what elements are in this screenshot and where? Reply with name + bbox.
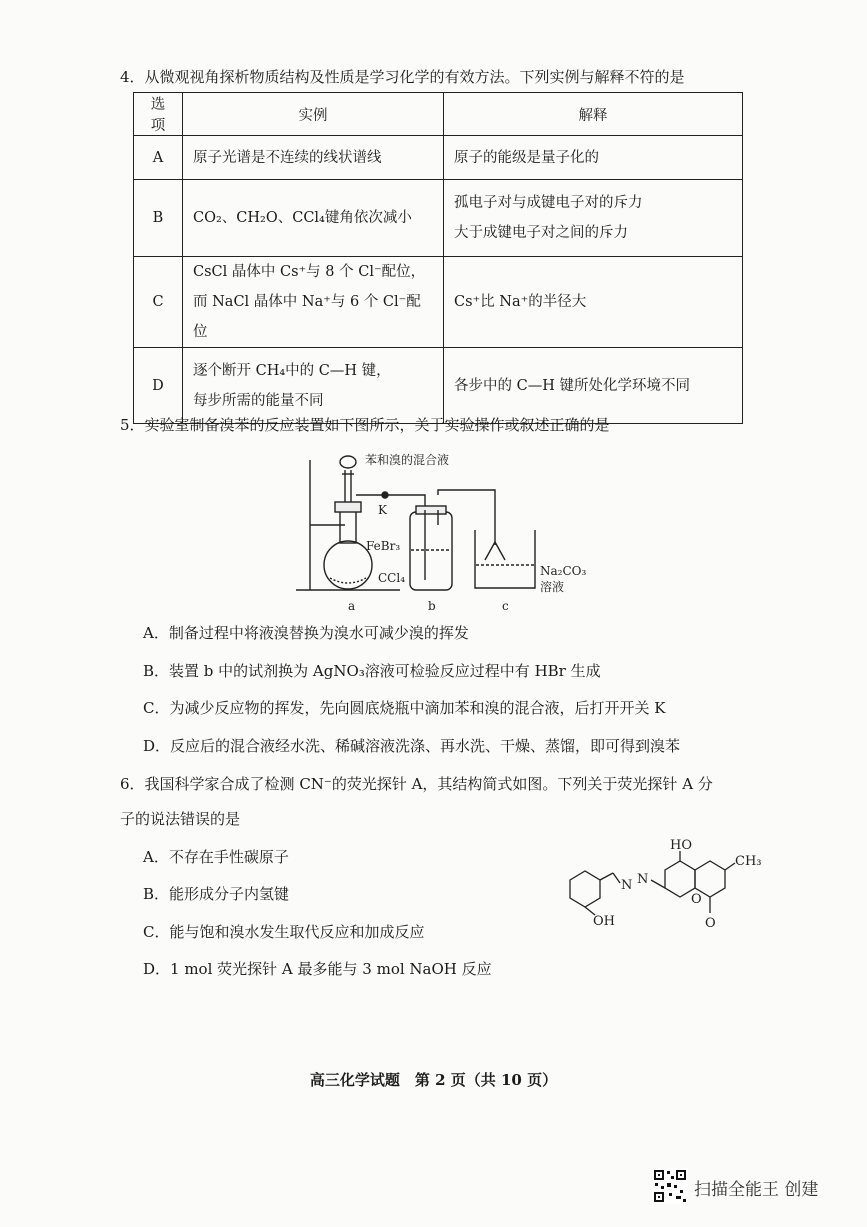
q6-choice-c: C．能与饱和溴水发生取代反应和加成反应 — [143, 923, 425, 941]
table-header-explanation: 解释 — [444, 93, 743, 136]
wash-bottle-b — [410, 512, 452, 590]
row-explanation — [444, 257, 743, 348]
explanation-line: 原子的能级是量子化的 — [454, 149, 599, 166]
apparatus-diagram — [290, 450, 590, 615]
iron-filings — [330, 578, 366, 583]
q5-choice-b: B．装置 b 中的试剂换为 AgNO₃溶液可检验反应过程中有 HBr 生成 — [143, 662, 601, 680]
label-k: K — [378, 503, 387, 517]
explanation-line: 大于成键电子对之间的斥力 — [454, 225, 628, 241]
q5-choice-c: C．为减少反应物的挥发，先向圆底烧瓶中滴加苯和溴的混合液，后打开开关 K — [143, 699, 666, 717]
example-line: 而 NaCl 晶体中 Na⁺与 6 个 Cl⁻配位 — [193, 294, 421, 340]
example-line: CsCl 晶体中 Cs⁺与 8 个 Cl⁻配位， — [193, 264, 426, 280]
row-option: B — [134, 180, 183, 257]
q6-choice-b: B．能形成分子内氢键 — [143, 885, 290, 903]
table-row — [134, 136, 743, 180]
tube-b-c — [438, 490, 495, 545]
row-example — [183, 257, 444, 348]
table-row — [134, 348, 743, 424]
row-explanation — [444, 136, 743, 180]
label-mixture: 苯和溴的混合液 — [365, 453, 450, 467]
row-example — [183, 180, 444, 257]
label-ccl4: CCl₄ — [378, 571, 406, 585]
tube-a-b — [356, 495, 425, 510]
table-header-row — [134, 93, 743, 136]
explanation-line: Cs⁺比 Na⁺的半径大 — [454, 294, 587, 310]
row-option: D — [134, 348, 183, 424]
q4-table — [133, 92, 743, 424]
stopper — [335, 502, 361, 512]
label-c: c — [502, 599, 509, 613]
label-b: b — [428, 599, 436, 613]
q5-choice-d: D．反应后的混合液经水洗、稀碱溶液洗涤、再水洗、干燥、蒸馏，即可得到溴苯 — [143, 737, 681, 755]
benzene-ring-left — [570, 871, 600, 907]
q5-stem: 5．实验室制备溴苯的反应装置如下图所示，关于实验操作或叙述正确的是 — [120, 416, 610, 434]
table-header-example: 实例 — [183, 93, 444, 136]
example-line: CO₂、CH₂O、CCl₄键角依次减小 — [193, 210, 412, 226]
qr-code-icon — [652, 1168, 688, 1204]
row-option: A — [134, 136, 183, 180]
q5-choice-a: A．制备过程中将液溴替换为溴水可减少溴的挥发 — [143, 624, 469, 642]
q6-choice-d: D．1 mol 荧光探针 A 最多能与 3 mol NaOH 反应 — [143, 960, 492, 978]
page-footer: 高三化学试题 第 2 页（共 10 页） — [309, 1071, 558, 1089]
scanner-watermark: 扫描全能王 创建 — [694, 1180, 819, 1200]
label-ho: HO — [670, 838, 692, 853]
example-line: 逐个断开 CH₄中的 C—H 键， — [193, 362, 391, 379]
flask-neck — [340, 510, 356, 543]
example-line: 原子光谱是不连续的线状谱线 — [193, 149, 382, 166]
row-example — [183, 136, 444, 180]
q6-stem-line1: 6．我国科学家合成了检测 CN⁻的荧光探针 A，其结构简式如图。下列关于荧光探针 A 分 — [120, 775, 713, 793]
explanation-line: 各步中的 C—H 键所处化学环境不同 — [454, 377, 690, 394]
label-o-ring: O — [691, 892, 702, 907]
q6-choice-a: A．不存在手性碳原子 — [143, 848, 289, 866]
valve-k-icon — [382, 492, 388, 498]
structure-formula — [555, 835, 765, 935]
explanation-line: 孤电子对与成键电子对的斥力 — [454, 195, 643, 211]
round-bottom-flask — [324, 541, 372, 589]
q6-stem-line2: 子的说法错误的是 — [120, 810, 241, 828]
row-option: C — [134, 257, 183, 348]
label-o-carbonyl: O — [705, 916, 716, 931]
example-line: 每步所需的能量不同 — [193, 392, 324, 409]
label-febr3: FeBr₃ — [366, 539, 401, 553]
label-oh: OH — [593, 914, 615, 929]
table-header-option: 选项 — [134, 93, 183, 136]
table-row — [134, 180, 743, 257]
row-explanation — [444, 348, 743, 424]
table-row — [134, 257, 743, 348]
dropping-funnel — [340, 456, 356, 468]
q4-stem: 4．从微观视角探析物质结构及性质是学习化学的有效方法。下列实例与解释不符的是 — [120, 68, 685, 86]
label-solution: 溶液 — [540, 580, 565, 594]
label-ch3: CH₃ — [735, 854, 762, 869]
label-na2co3: Na₂CO₃ — [540, 564, 587, 578]
label-a: a — [348, 599, 356, 613]
label-n2: N — [637, 872, 649, 887]
row-explanation — [444, 180, 743, 257]
row-example — [183, 348, 444, 424]
label-n1: N — [621, 878, 633, 893]
